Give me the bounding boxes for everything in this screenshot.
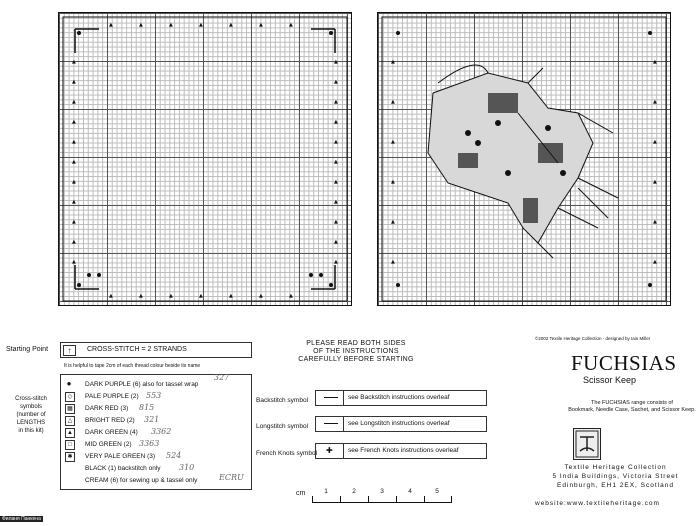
backstitch-line-icon — [324, 397, 338, 398]
cm-ruler — [296, 490, 456, 510]
starting-point-box — [60, 342, 252, 358]
svg-text:▲: ▲ — [72, 239, 76, 245]
svg-text:▲: ▲ — [391, 219, 395, 225]
svg-text:▲: ▲ — [334, 139, 338, 145]
svg-text:▲: ▲ — [169, 293, 173, 299]
design-title: FUCHSIAS — [571, 351, 677, 375]
cross-stitch-symbols-label: Cross-stitch symbols (number of LENGTHS in this kit) — [15, 396, 47, 434]
up-arrow-icon: ↑ — [63, 345, 76, 356]
thread-legend — [60, 374, 252, 490]
thread-row: △ BRIGHT RED (2) 321 — [61, 415, 251, 426]
handwritten-note: 524 — [166, 451, 182, 460]
french-knots-box: ✚ see French Knots instructions overleaf — [315, 443, 487, 459]
svg-text:▲: ▲ — [334, 239, 338, 245]
company-logo — [573, 428, 601, 460]
handwritten-note: 310 — [179, 463, 195, 472]
strands-instruction: CROSS-STITCH = 2 STRANDS — [87, 346, 187, 353]
fuchsia-motif — [378, 13, 670, 305]
company-city: Edinburgh, EH1 2EX, Scotland — [557, 482, 674, 489]
chart-grid-left — [58, 12, 352, 306]
asterisk-icon: ✱ — [65, 452, 75, 462]
svg-text:▲: ▲ — [199, 293, 203, 299]
thread-row: ▦ DARK RED (3) 815 — [61, 403, 251, 414]
french-knot-icon: ✚ — [326, 446, 333, 455]
thread-row: ◇ PALE PURPLE (2) 553 — [61, 391, 251, 402]
svg-text:▲: ▲ — [334, 219, 338, 225]
handwritten-note: 815 — [139, 403, 155, 412]
svg-text:▲: ▲ — [653, 219, 657, 225]
svg-text:▲: ▲ — [289, 293, 293, 299]
svg-text:▲: ▲ — [139, 293, 143, 299]
svg-text:▲: ▲ — [391, 179, 395, 185]
longstitch-box: see Longstitch instructions overleaf — [315, 416, 487, 432]
svg-text:▲: ▲ — [109, 22, 113, 28]
svg-text:▲: ▲ — [72, 119, 76, 125]
svg-text:▲: ▲ — [653, 259, 657, 265]
longstitch-label: Longstitch symbol — [256, 423, 309, 430]
filled-circle-icon: ● — [66, 379, 72, 388]
svg-text:▲: ▲ — [334, 59, 338, 65]
svg-text:▲: ▲ — [229, 22, 233, 28]
backstitch-box: see Backstitch instructions overleaf — [315, 390, 487, 406]
thread-row: BLACK (1) backstitch only 310 — [85, 463, 195, 472]
french-knots-label: French Knots symbol — [256, 450, 318, 457]
svg-text:▲: ▲ — [72, 59, 76, 65]
svg-text:▲: ▲ — [391, 99, 395, 105]
svg-text:▲: ▲ — [139, 22, 143, 28]
svg-text:▲: ▲ — [391, 139, 395, 145]
design-subtitle: Scissor Keep — [583, 375, 637, 385]
svg-text:▲: ▲ — [199, 22, 203, 28]
ruler-tick-label: 5 — [435, 488, 439, 495]
svg-text:▲: ▲ — [653, 59, 657, 65]
tape-hint: It is helpful to tape 2cm of each thread colour beside its name — [64, 363, 201, 369]
thread-row: ● DARK PURPLE (6) also for tassel wrap 327 — [66, 373, 230, 388]
svg-text:▲: ▲ — [391, 259, 395, 265]
border-motif-left — [59, 13, 351, 305]
svg-text:▲: ▲ — [72, 79, 76, 85]
svg-text:▲: ▲ — [391, 59, 395, 65]
svg-text:▲: ▲ — [334, 79, 338, 85]
ruler-tick-label: 4 — [408, 488, 412, 495]
square-outline-icon: □ — [65, 440, 75, 450]
starting-point-label: Starting Point — [6, 346, 49, 353]
svg-text:▲: ▲ — [169, 22, 173, 28]
svg-text:▲: ▲ — [229, 293, 233, 299]
ruler-tick-label: 3 — [380, 488, 384, 495]
svg-text:▲: ▲ — [334, 259, 338, 265]
svg-text:▲: ▲ — [259, 22, 263, 28]
watermark-tag: Филаня Панкена — [2, 516, 41, 522]
svg-text:▲: ▲ — [72, 179, 76, 185]
svg-text:▲: ▲ — [653, 179, 657, 185]
handwritten-note: 3363 — [139, 439, 160, 448]
longstitch-line-icon — [324, 423, 338, 424]
range-text: Bookmark, Needle Case, Sachet, and Scissor Keep. — [568, 407, 696, 413]
svg-text:▲: ▲ — [259, 293, 263, 299]
svg-text:▲: ▲ — [72, 159, 76, 165]
svg-text:▲: ▲ — [653, 139, 657, 145]
svg-text:▲: ▲ — [334, 159, 338, 165]
company-website: website:www.textileheritage.com — [535, 500, 660, 507]
handwritten-note: 3362 — [151, 427, 172, 436]
range-text: The FUCHSIAS range consists of — [591, 400, 673, 406]
thread-row: □ MID GREEN (2) 3363 — [61, 439, 251, 450]
svg-text:▲: ▲ — [109, 293, 113, 299]
handwritten-note: ECRU — [219, 473, 244, 482]
triangle-outline-icon: △ — [65, 416, 75, 426]
handwritten-note: 553 — [146, 391, 162, 400]
svg-text:▲: ▲ — [334, 179, 338, 185]
svg-text:▲: ▲ — [289, 22, 293, 28]
svg-text:▲: ▲ — [334, 199, 338, 205]
backstitch-label: Backstitch symbol — [256, 397, 309, 404]
svg-text:▲: ▲ — [334, 99, 338, 105]
handwritten-note: 321 — [144, 415, 160, 424]
please-read-notice: PLEASE READ BOTH SIDES OF THE INSTRUCTIONS CAREFULLY BEFORE STARTING — [298, 340, 414, 363]
company-name: Textile Heritage Collection — [564, 464, 667, 471]
ruler-unit: cm — [296, 490, 306, 497]
ruler-tick-label: 1 — [324, 488, 328, 495]
ruler-tick-label: 2 — [352, 488, 356, 495]
diamond-icon: ◇ — [65, 392, 75, 402]
thread-row: CREAM (6) for sewing up & tassel only ECRU — [85, 473, 244, 484]
svg-text:▲: ▲ — [72, 139, 76, 145]
chart-grid-right — [377, 12, 671, 306]
thread-row: ▲ DARK GREEN (4) 3362 — [61, 427, 251, 438]
logo-icon — [574, 429, 600, 459]
svg-text:▲: ▲ — [72, 199, 76, 205]
svg-text:▲: ▲ — [72, 259, 76, 265]
svg-text:▲: ▲ — [334, 119, 338, 125]
svg-text:▲: ▲ — [72, 99, 76, 105]
thread-row: ✱ VERY PALE GREEN (3) 524 — [61, 451, 251, 462]
hatched-square-icon: ▦ — [65, 404, 75, 414]
handwritten-note: 327 — [214, 373, 230, 382]
copyright-line: ©2002 Textile Heritage Collection - designed by Iain Miller — [535, 336, 651, 341]
svg-text:▲: ▲ — [653, 99, 657, 105]
company-address: 5 India Buildings, Victoria Street — [552, 473, 679, 480]
svg-text:▲: ▲ — [72, 219, 76, 225]
triangle-filled-icon: ▲ — [65, 428, 75, 438]
